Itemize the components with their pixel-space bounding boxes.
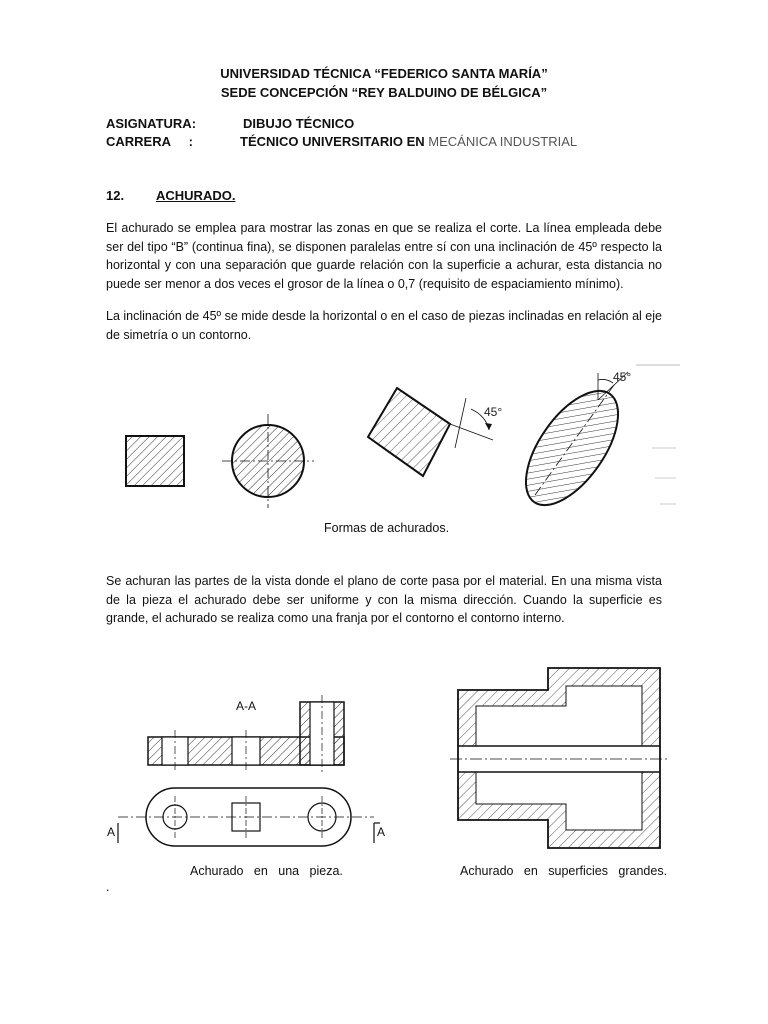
section-label: A-A [236,699,257,713]
plan-view [118,788,380,846]
rotated-hatched-square [368,388,493,476]
figure1-caption: Formas de achurados. [324,521,450,535]
subject-label: ASIGNATURA: [106,116,197,131]
trailing-dot: . [106,880,110,894]
campus-name: SEDE CONCEPCIÓN “REY BALDUINO DE BÉLGICA” [220,85,548,100]
paragraph-1: El achurado se emplea para mostrar las zonas en que se realiza el corte. La línea empleada debe ser del tipo “B” (continua fina), se disponen paralelas entre sí con una inclinación de 45º respecto la horizontal y con una separación que guarde relación con la superficie a achurar, esta distancia no puede ser menor a dos veces el grosor de la línea o 0,7 (requisito de espaciamiento mínimo). [106,221,662,291]
cut-label-left: A [107,825,116,839]
subject-value: DIBUJO TÉCNICO [243,116,355,131]
large-surface-drawing [440,650,680,870]
career-label: CARRERA : [106,134,193,149]
career-value-specialty: MECÁNICA INDUSTRIAL [428,134,578,149]
hatched-square [126,436,184,486]
angle-label-square: 45° [484,405,503,419]
section-number: 12. [106,188,125,203]
paragraph-3: Se achuran las partes de la vista donde el plano de corte pasa por el material. En una misma vista de la pieza el achurado debe ser uniforme y con la misma dirección. Cuando la superficie es grande, el achurado se realiza como una franja por el contorno el contorno interno. [106,574,662,626]
cut-label-right: A [377,825,386,839]
paragraph-2: La inclinación de 45º se mide desde la horizontal o en el caso de piezas inclinadas en relación al eje de simetría o un contorno. [106,309,662,342]
figure2-caption-right: Achurado en superficies grandes. [460,864,668,878]
angle-label-ellipse: 45° [613,370,632,384]
figure2-caption-left: Achurado en una pieza. [190,864,343,878]
hatched-ellipse [508,365,680,520]
career-value-main: TÉCNICO UNIVERSITARIO EN [240,134,425,149]
section-title: ACHURADO. [156,188,236,203]
university-name: UNIVERSIDAD TÉCNICA “FEDERICO SANTA MARÍA” [220,66,548,81]
hatched-circle [222,414,314,508]
